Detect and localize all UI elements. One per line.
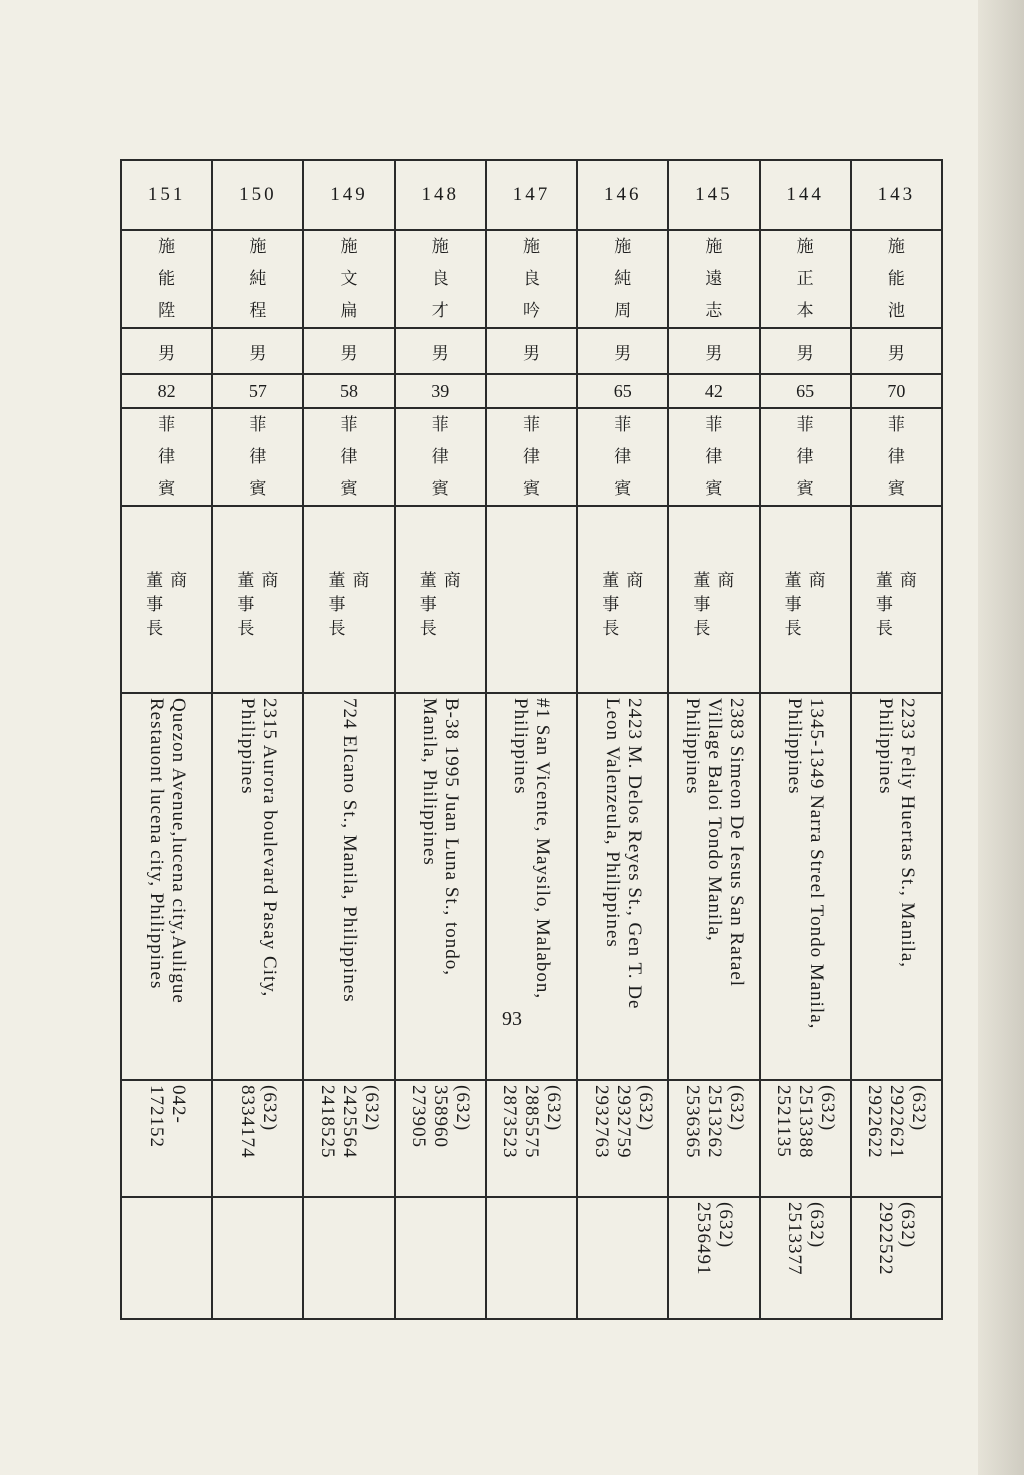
member-title-column: [350, 569, 372, 641]
member-address-text: 724 Elcano St., Manila, Philippines: [339, 698, 361, 1003]
member-fax-box: [304, 1198, 393, 1318]
title-char: 事: [419, 594, 437, 615]
member-name: [888, 231, 905, 327]
member-nationality: [614, 409, 631, 505]
member-fax-cell: [668, 1197, 759, 1319]
member-age-cell: 39: [395, 374, 486, 408]
member-telephone-box: [852, 1081, 941, 1196]
member-age-cell: 65: [577, 374, 668, 408]
member-nationality-char: 賓: [431, 479, 449, 499]
member-telephone-cell: [668, 1080, 759, 1197]
member-address-text: 1345-1349 Narra Streel Tondo Manila, Philippines: [784, 698, 828, 1030]
member-title-cell: [577, 506, 668, 693]
member-fax-box: [852, 1198, 941, 1318]
member-name-char: 遠: [705, 269, 723, 289]
member-nationality-char: 律: [249, 447, 267, 467]
title-char: 商: [717, 570, 735, 591]
member-name-char: 能: [887, 269, 905, 289]
member-name-cell: [577, 230, 668, 328]
member-name-char: 純: [249, 269, 267, 289]
member-title: [213, 559, 302, 641]
member-title-cell: [121, 506, 212, 693]
member-name: [614, 231, 631, 327]
member-nationality-cell: [486, 408, 577, 506]
member-telephone-cell: [760, 1080, 851, 1197]
member-nationality: [249, 409, 266, 505]
member-telephone-cell: [395, 1080, 486, 1197]
title-char: 商: [261, 570, 279, 591]
member-telephone-cell: [577, 1080, 668, 1197]
title-char: 長: [146, 618, 164, 639]
member-fax-cell: [121, 1197, 212, 1319]
title-char: 董: [602, 570, 620, 591]
title-char: 長: [328, 618, 346, 639]
member-title-column: [168, 569, 190, 641]
member-nationality-char: 菲: [705, 415, 723, 435]
member-title-column: [715, 569, 737, 641]
member-sex-cell: 男: [121, 328, 212, 374]
member-title-column: [806, 569, 828, 641]
member-name-char: 施: [249, 237, 267, 257]
member-title-column: [691, 569, 713, 641]
member-telephone-cell: [121, 1080, 212, 1197]
member-title-cell: [760, 506, 851, 693]
member-name-char: 扁: [340, 301, 358, 321]
member-name: [249, 231, 266, 327]
member-title-row: [121, 506, 942, 693]
member-title-column: [441, 569, 463, 641]
member-nationality: [432, 409, 449, 505]
member-nationality: [523, 409, 540, 505]
member-name-char: 正: [796, 269, 814, 289]
member-address-text: 2233 Feliy Huertas St., Manila, Philippines: [875, 698, 919, 969]
member-name-char: 施: [614, 237, 632, 257]
member-fax-box: [669, 1198, 758, 1318]
member-telephone-text: 042- 172152: [145, 1085, 189, 1148]
record-number-cell: 144: [760, 160, 851, 230]
member-fax-cell: [395, 1197, 486, 1319]
member-telephone-row: [121, 1080, 942, 1197]
member-sex-cell: 男: [486, 328, 577, 374]
title-char: 董: [784, 570, 802, 591]
record-number-cell: 148: [395, 160, 486, 230]
member-fax-cell: [760, 1197, 851, 1319]
member-telephone-text: (632) 2513262 2536365: [681, 1085, 747, 1159]
member-sex-cell: 男: [760, 328, 851, 374]
member-nationality-char: 律: [796, 447, 814, 467]
member-name-cell: [303, 230, 394, 328]
member-name-cell: [851, 230, 942, 328]
record-number-cell: 149: [303, 160, 394, 230]
member-telephone-cell: [851, 1080, 942, 1197]
member-title: [669, 559, 758, 641]
record-number-cell: 150: [212, 160, 303, 230]
member-address-text: Quezon Avenue,lucena city,Auligue Restauont lucena city, Philippines: [145, 698, 189, 1004]
record-number-cell: 151: [121, 160, 212, 230]
member-telephone-cell: [486, 1080, 577, 1197]
title-char: 董: [237, 570, 255, 591]
member-telephone-box: [487, 1081, 576, 1196]
member-nationality-cell: [212, 408, 303, 506]
member-nationality-char: 律: [340, 447, 358, 467]
member-nationality-cell: [577, 408, 668, 506]
member-name-char: 文: [340, 269, 358, 289]
member-sex-cell: 男: [577, 328, 668, 374]
member-nationality-char: 賓: [796, 479, 814, 499]
member-name-cell: [668, 230, 759, 328]
member-name: [341, 231, 358, 327]
member-age-cell: 82: [121, 374, 212, 408]
member-telephone-text: (632) 2922621 2922622: [864, 1085, 930, 1159]
member-nationality-char: 菲: [431, 415, 449, 435]
member-nationality-char: 菲: [340, 415, 358, 435]
member-age-cell: 42: [668, 374, 759, 408]
member-nationality-cell: [121, 408, 212, 506]
member-title-column: [624, 569, 646, 641]
member-fax-cell: [212, 1197, 303, 1319]
member-telephone-box: [304, 1081, 393, 1196]
member-title: [852, 559, 941, 641]
member-address-text: B-38 1995 Juan Luna St., tondo, Manila, Philippines: [419, 698, 463, 976]
member-telephone-text: (632) 2513388 2521135: [773, 1085, 839, 1159]
member-nationality: [158, 409, 175, 505]
member-name-char: 施: [796, 237, 814, 257]
record-number-cell: 147: [486, 160, 577, 230]
member-name-char: 施: [705, 237, 723, 257]
member-name-char: 周: [614, 301, 632, 321]
member-name-char: 良: [522, 269, 540, 289]
member-title-column: [782, 569, 804, 641]
member-nationality-char: 律: [705, 447, 723, 467]
title-char: 董: [419, 570, 437, 591]
member-nationality-char: 賓: [614, 479, 632, 499]
member-roster-table: [120, 159, 943, 1320]
title-char: 董: [328, 570, 346, 591]
member-fax-box: [761, 1198, 850, 1318]
title-char: 商: [170, 570, 188, 591]
member-nationality-char: 菲: [614, 415, 632, 435]
member-age-cell: 58: [303, 374, 394, 408]
member-nationality: [797, 409, 814, 505]
member-name-cell: [121, 230, 212, 328]
member-telephone-box: [578, 1081, 667, 1196]
member-fax-box: [487, 1198, 576, 1318]
member-fax-text: (632) 2513377: [784, 1202, 828, 1276]
member-telephone-box: [761, 1081, 850, 1196]
member-address-text: 2423 M. Delos Reyes St., Gen T. De Leon Valenzeula, Philippines: [601, 698, 645, 1010]
member-nationality-char: 賓: [158, 479, 176, 499]
member-name-char: 吟: [522, 301, 540, 321]
member-fax-text: (632) 2536491: [692, 1202, 736, 1276]
title-char: 事: [693, 594, 711, 615]
title-char: 商: [443, 570, 461, 591]
member-nationality: [705, 409, 722, 505]
member-nationality-char: 賓: [887, 479, 905, 499]
member-title-cell: [212, 506, 303, 693]
member-title: [761, 559, 850, 641]
member-telephone-cell: [303, 1080, 394, 1197]
title-char: 長: [419, 618, 437, 639]
title-char: 事: [875, 594, 893, 615]
member-name: [432, 231, 449, 327]
member-title-cell: [851, 506, 942, 693]
member-name-char: 純: [614, 269, 632, 289]
member-fax-box: [213, 1198, 302, 1318]
member-nationality-char: 律: [522, 447, 540, 467]
title-char: 長: [875, 618, 893, 639]
member-fax-cell: [851, 1197, 942, 1319]
member-name-cell: [486, 230, 577, 328]
member-title: [304, 559, 393, 641]
title-char: 事: [237, 594, 255, 615]
member-telephone-cell: [212, 1080, 303, 1197]
member-name-char: 能: [158, 269, 176, 289]
member-age-cell: 70: [851, 374, 942, 408]
member-fax-box: [578, 1198, 667, 1318]
member-telephone-box: [213, 1081, 302, 1196]
member-fax-cell: [486, 1197, 577, 1319]
member-title-column: [235, 569, 257, 641]
title-char: 董: [693, 570, 711, 591]
member-telephone-text: (632) 2425564 2418525: [317, 1085, 383, 1159]
member-name-cell: [212, 230, 303, 328]
member-nationality-char: 菲: [887, 415, 905, 435]
title-char: 商: [899, 570, 917, 591]
member-nationality-char: 賓: [705, 479, 723, 499]
member-telephone-box: [122, 1081, 211, 1196]
title-char: 事: [328, 594, 346, 615]
member-fax-cell: [303, 1197, 394, 1319]
member-title-column: [326, 569, 348, 641]
member-name: [523, 231, 540, 327]
member-title: [396, 559, 485, 641]
member-nationality-char: 菲: [796, 415, 814, 435]
member-address-text: 2315 Aurora boulevard Pasay City, Philippines: [236, 698, 280, 998]
member-title: [122, 559, 211, 641]
member-nationality-cell: [668, 408, 759, 506]
title-char: 事: [602, 594, 620, 615]
member-nationality-char: 律: [431, 447, 449, 467]
member-nationality-row: [121, 408, 942, 506]
member-name: [158, 231, 175, 327]
title-char: 商: [808, 570, 826, 591]
record-number-row: [121, 160, 942, 230]
member-name-cell: [760, 230, 851, 328]
member-title-column: [259, 569, 281, 641]
member-nationality-cell: [395, 408, 486, 506]
member-title-column: [897, 569, 919, 641]
member-name-char: 程: [249, 301, 267, 321]
member-title-cell: [668, 506, 759, 693]
member-nationality-cell: [851, 408, 942, 506]
member-telephone-text: (632) 358960 273905: [408, 1085, 474, 1148]
member-fax-cell: [577, 1197, 668, 1319]
member-nationality-cell: [760, 408, 851, 506]
member-name-cell: [395, 230, 486, 328]
member-age-cell: [486, 374, 577, 408]
member-sex-cell: 男: [212, 328, 303, 374]
title-char: 商: [352, 570, 370, 591]
member-title-column: [417, 569, 439, 641]
member-nationality-char: 賓: [249, 479, 267, 499]
member-age-cell: 57: [212, 374, 303, 408]
member-telephone-box: [669, 1081, 758, 1196]
member-nationality-char: 菲: [158, 415, 176, 435]
title-char: 長: [784, 618, 802, 639]
title-char: 事: [146, 594, 164, 615]
title-char: 董: [875, 570, 893, 591]
member-nationality-char: 菲: [522, 415, 540, 435]
member-name-char: 施: [340, 237, 358, 257]
member-title: [578, 559, 667, 641]
member-nationality-char: 律: [158, 447, 176, 467]
member-telephone-text: (632) 2932759 2932763: [590, 1085, 656, 1159]
member-age-row: [121, 374, 942, 408]
member-nationality: [888, 409, 905, 505]
member-name-char: 施: [431, 237, 449, 257]
member-name-char: 本: [796, 301, 814, 321]
member-age-cell: 65: [760, 374, 851, 408]
member-name-char: 池: [887, 301, 905, 321]
member-name-char: 良: [431, 269, 449, 289]
member-fax-box: [396, 1198, 485, 1318]
member-name-char: 施: [158, 237, 176, 257]
member-nationality-char: 賓: [522, 479, 540, 499]
member-fax-box: [122, 1198, 211, 1318]
title-char: 事: [784, 594, 802, 615]
member-nationality-cell: [303, 408, 394, 506]
member-nationality-char: 律: [887, 447, 905, 467]
member-title-column: [873, 569, 895, 641]
member-title-column: [144, 569, 166, 641]
title-char: 商: [626, 570, 644, 591]
member-name-char: 陞: [158, 301, 176, 321]
member-telephone-text: (632) 8334174: [236, 1085, 280, 1159]
member-nationality: [341, 409, 358, 505]
member-fax-text: (632) 2922522: [875, 1202, 919, 1276]
page-number: 93: [502, 1008, 522, 1030]
member-name-char: 施: [522, 237, 540, 257]
title-char: 董: [146, 570, 164, 591]
member-title: [487, 595, 576, 605]
member-nationality-char: 律: [614, 447, 632, 467]
page-edge-shadow: [978, 0, 1024, 1475]
member-telephone-text: (632) 2885575 2873523: [499, 1085, 565, 1159]
member-nationality-char: 賓: [340, 479, 358, 499]
member-address-text: #1 San Vicente, Maysilo, Malabon, Philippines: [510, 698, 554, 1000]
member-fax-row: [121, 1197, 942, 1319]
member-name: [705, 231, 722, 327]
member-title-cell: [486, 506, 577, 693]
member-name: [797, 231, 814, 327]
member-sex-cell: 男: [303, 328, 394, 374]
record-number-cell: 145: [668, 160, 759, 230]
member-title-cell: [303, 506, 394, 693]
member-telephone-box: [396, 1081, 485, 1196]
member-nationality-char: 菲: [249, 415, 267, 435]
member-sex-cell: 男: [851, 328, 942, 374]
title-char: 長: [602, 618, 620, 639]
member-name-row: [121, 230, 942, 328]
member-sex-cell: 男: [668, 328, 759, 374]
member-name-char: 志: [705, 301, 723, 321]
member-sex-cell: 男: [395, 328, 486, 374]
member-title-column: [600, 569, 622, 641]
member-title-cell: [395, 506, 486, 693]
record-number-cell: 143: [851, 160, 942, 230]
title-char: 長: [237, 618, 255, 639]
member-sex-row: [121, 328, 942, 374]
title-char: 長: [693, 618, 711, 639]
member-address-text: 2383 Simeon De Iesus San Ratael Village Baloi Tondo Manila, Philippines: [681, 698, 747, 988]
member-name-char: 才: [431, 301, 449, 321]
member-name-char: 施: [887, 237, 905, 257]
record-number-cell: 146: [577, 160, 668, 230]
